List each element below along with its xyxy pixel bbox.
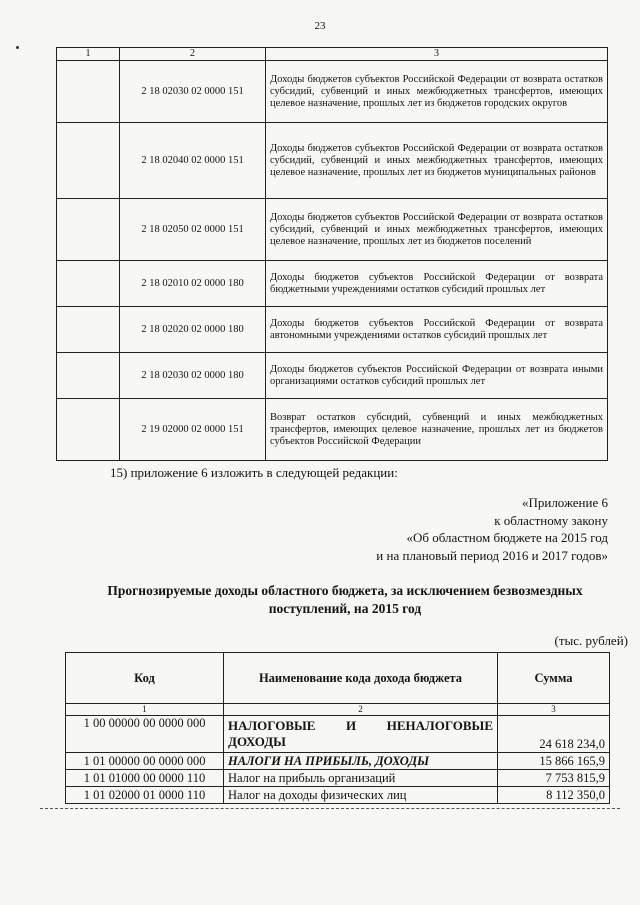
column-number-3: 3	[266, 48, 608, 61]
revenue-sum: 7 753 815,9	[498, 770, 610, 787]
table-row	[57, 123, 608, 199]
table-row	[66, 787, 610, 804]
table-row	[57, 353, 608, 399]
forecast-revenue-table	[65, 652, 610, 804]
revenue-code: 1 01 02000 01 0000 110	[66, 787, 224, 804]
appendix-header	[376, 494, 608, 564]
column-number-2: 2	[224, 704, 498, 716]
revenue-name: Налог на прибыль организаций	[224, 770, 498, 787]
column-number-1: 1	[66, 704, 224, 716]
appendix-line: «Об областном бюджете на 2015 год	[406, 530, 608, 545]
table-row	[66, 716, 610, 753]
column-number-3: 3	[498, 704, 610, 716]
page-number: 23	[314, 20, 326, 32]
table-row	[57, 307, 608, 353]
column-number-1: 1	[57, 48, 120, 61]
table-header-row	[57, 48, 608, 61]
empty-cell	[57, 261, 120, 307]
revenue-code: 2 18 02020 02 0000 180	[120, 307, 266, 353]
revenue-code: 2 18 02050 02 0000 151	[120, 199, 266, 261]
title-line: поступлений, на 2015 год	[268, 601, 422, 616]
empty-cell	[57, 307, 120, 353]
revenue-description: Возврат остатков субсидий, субвенций и иных межбюджетных трансфертов, имеющих целевое назначение, прошлых лет из бюджетов субъектов Российской Федерации	[266, 399, 608, 461]
revenue-description: Доходы бюджетов субъектов Российской Федерации от возврата бюджетными учреждениями остатков субсидий прошлых лет	[266, 261, 608, 307]
revenue-code: 2 19 02000 02 0000 151	[120, 399, 266, 461]
table-header-row	[66, 653, 610, 704]
revenue-sum: 15 866 165,9	[498, 753, 610, 770]
revenue-description: Доходы бюджетов субъектов Российской Федерации от возврата остатков субсидий, субвенций и иных межбюджетных трансфертов, имеющих целевое назначение, прошлых лет из бюджетов городских округов	[266, 61, 608, 123]
empty-cell	[57, 353, 120, 399]
table-row	[66, 753, 610, 770]
column-numbers-row	[66, 704, 610, 716]
table-row	[57, 61, 608, 123]
revenue-code: 2 18 02040 02 0000 151	[120, 123, 266, 199]
section-title	[50, 582, 640, 618]
table-row	[57, 261, 608, 307]
header-name: Наименование кода дохода бюджета	[224, 653, 498, 704]
amendment-item-15: 15) приложение 6 изложить в следующей редакции:	[110, 465, 398, 480]
table-row	[57, 199, 608, 261]
scan-dot	[16, 46, 19, 49]
revenue-name: НАЛОГИ НА ПРИБЫЛЬ, ДОХОДЫ	[224, 753, 498, 770]
empty-cell	[57, 61, 120, 123]
revenue-code: 2 18 02030 02 0000 180	[120, 353, 266, 399]
appendix-line: к областному закону	[494, 512, 608, 528]
revenue-description: Доходы бюджетов субъектов Российской Федерации от возврата остатков субсидий, субвенций и иных межбюджетных трансфертов, имеющих целевое назначение, прошлых лет из бюджетов поселений	[266, 199, 608, 261]
revenue-sum: 8 112 350,0	[498, 787, 610, 804]
revenue-code: 1 01 01000 00 0000 110	[66, 770, 224, 787]
empty-cell	[57, 399, 120, 461]
revenue-name: НАЛОГОВЫЕ И НЕНАЛОГОВЫЕ ДОХОДЫ	[224, 716, 498, 753]
revenue-description: Доходы бюджетов субъектов Российской Федерации от возврата автономными учреждениями остатков субсидий прошлых лет	[266, 307, 608, 353]
revenue-code-table-continued	[56, 47, 608, 461]
empty-cell	[57, 123, 120, 199]
revenue-code: 1 01 00000 00 0000 000	[66, 753, 224, 770]
column-number-2: 2	[120, 48, 266, 61]
appendix-line: «Приложение 6	[521, 495, 608, 510]
revenue-sum: 24 618 234,0	[498, 716, 610, 753]
appendix-line: и на плановый период 2016 и 2017 годов»	[376, 547, 608, 563]
revenue-name: Налог на доходы физических лиц	[224, 787, 498, 804]
revenue-code: 1 00 00000 00 0000 000	[66, 716, 224, 753]
header-sum: Сумма	[498, 653, 610, 704]
revenue-description: Доходы бюджетов субъектов Российской Федерации от возврата иными организациями остатков субсидий прошлых лет	[266, 353, 608, 399]
revenue-description: Доходы бюджетов субъектов Российской Федерации от возврата остатков субсидий, субвенций и иных межбюджетных трансфертов, имеющих целевое назначение, прошлых лет из бюджетов муниципальных районов	[266, 123, 608, 199]
unit-label: (тыс. рублей)	[554, 633, 628, 648]
header-code: Код	[66, 653, 224, 704]
table-row	[66, 770, 610, 787]
revenue-code: 2 18 02030 02 0000 151	[120, 61, 266, 123]
table-row	[57, 399, 608, 461]
empty-cell	[57, 199, 120, 261]
title-line: Прогнозируемые доходы областного бюджета, за исключением безвозмездных	[107, 583, 583, 598]
revenue-code: 2 18 02010 02 0000 180	[120, 261, 266, 307]
page-cut-line	[40, 808, 620, 809]
